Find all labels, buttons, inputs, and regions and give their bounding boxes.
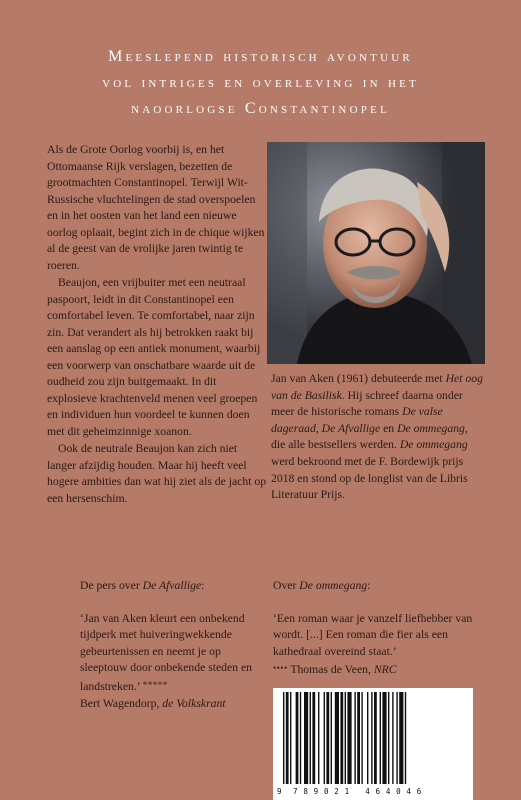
press-heading-book: De Afvallige (142, 579, 202, 592)
bio-book-title: De ommegang (397, 421, 465, 435)
press-heading-book: De ommegang (299, 579, 368, 592)
barcode-bar (380, 692, 381, 784)
press-heading-colon: : (367, 579, 371, 592)
barcode-bar (399, 692, 403, 784)
bio-book-title: Het oog van de Basilisk (271, 372, 483, 402)
source-publication: NRC (373, 663, 397, 677)
author-bio-paragraph (271, 371, 485, 504)
bio-text: , (315, 421, 322, 435)
barcode-bar (367, 692, 368, 784)
rating-stars: ***** (142, 679, 168, 690)
barcode-bar (310, 692, 311, 784)
blurb-paragraph-3: Ook de neutrale Beaujon kan zich niet langer afzijdig houden. Maar hij heeft veel hogere ambities dan wat hij ziet als de jacht op een hersenschim. (47, 442, 267, 505)
isbn-barcode (273, 688, 473, 800)
quote-text: ‘Een roman waar je vanzelf liefhebber van wordt. [...] Een roman die fier als een kathedraal overeind staat.’ (273, 611, 473, 658)
barcode-bar (388, 692, 389, 784)
barcode-bar (382, 692, 386, 784)
source-name: Bert Wagendorp, (80, 696, 163, 710)
barcode-bar (335, 692, 339, 784)
barcode-bars (279, 692, 467, 784)
press-heading (80, 578, 255, 595)
blurb-paragraph-2: Beaujon, een vrijbuiter met een neutraal paspoort, leidt in dit Constantinopel een comfortabel leven. Te comfortabel, naar zijn zin. Dat verandert als hij betrokken raakt bij een aanslag op een antiek monument, waarbij een voorwerp van onschatbare waarde uit de oudheid zou zijn buitgemaakt. In dit explosieve krachtenveld menen veel groepen en individuen hun voordeel te kunnen doen met dit geheimzinnige xoanon. (47, 276, 261, 438)
barcode-bar (296, 692, 299, 784)
source-publication: de Volkskrant (162, 696, 226, 710)
headline-line-1: Meeslepend historisch avontuur (108, 48, 413, 65)
barcode-bar (340, 692, 343, 784)
press-quote-text (80, 611, 255, 696)
rating-dots: •••• (273, 663, 288, 674)
barcode-bar (357, 692, 360, 784)
barcode-bar (371, 692, 372, 784)
isbn-lead-digit: 9 (277, 787, 282, 796)
bio-text: Jan van Aken (1961) debuteerde met (271, 372, 446, 385)
barcode-bar (312, 692, 315, 784)
barcode-bar (300, 692, 301, 784)
headline-line-3: naoorlogse Constantinopel (131, 100, 390, 117)
barcode-bar (318, 692, 319, 784)
author-photo (267, 142, 485, 364)
press-quote-left (80, 578, 255, 712)
author-bio (271, 371, 485, 504)
bio-book-title: De valse dageraad (271, 405, 443, 435)
barcode-bar (331, 692, 332, 784)
bio-book-title: De Afvallige (321, 421, 381, 435)
headline (40, 44, 481, 122)
barcode-bar (396, 692, 397, 784)
quote-text: ‘Jan van Aken kleurt een onbekend tijdperk met huiveringwekkende gebeurtenissen en neemt je op sleeptouw door onbekende steden en landstreken.’ (80, 611, 253, 693)
press-heading (273, 578, 485, 595)
isbn-digits: 789021 464046 (293, 787, 428, 796)
bio-text: werd bekroond met de F. Bordewijk prijs 2018 en stond op de longlist van de Libris Literatuur Prijs. (271, 454, 468, 502)
bio-text: , die alle bestsellers werden. (271, 421, 468, 452)
headline-line-2: vol intriges en overleving in het (102, 74, 419, 91)
barcode-bar (405, 692, 406, 784)
barcode-bar (324, 692, 325, 784)
press-source (80, 696, 255, 713)
barcode-bar (326, 692, 329, 784)
bio-book-title: De ommegang (399, 438, 468, 452)
barcode-bar (290, 692, 291, 784)
barcode-bar (286, 692, 289, 784)
barcode-bar (283, 692, 284, 784)
press-heading-text: De pers over (80, 579, 143, 592)
barcode-bar (361, 692, 362, 784)
author-portrait-illustration (267, 142, 485, 364)
press-quote-text (273, 611, 485, 679)
bio-text: en (380, 421, 398, 435)
blurb-paragraph-1: Als de Grote Oorlog voorbij is, en het Ottomaanse Rijk verslagen, bezetten de grootmachten Constantinopel. Terwijl Wit-Russische vluchtelingen de stad overspoelen en in het oosten van het land een nieuwe oorlog oplaait, begint zich in de chique wijken al de geest van de vrolijke jaren twintig te roeren. (47, 143, 265, 272)
barcode-bar (392, 692, 393, 784)
press-quote-right (273, 578, 485, 679)
barcode-bar (347, 692, 351, 784)
source-name: Thomas de Veen, (287, 663, 374, 677)
bio-text: . Hij schreef daarna onder meer de historische romans (271, 388, 463, 419)
press-heading-text: Over (273, 579, 300, 592)
barcode-bar (354, 692, 355, 784)
barcode-bar (345, 692, 346, 784)
barcode-bar (374, 692, 377, 784)
barcode-bar (304, 692, 308, 784)
press-heading-colon: : (201, 579, 205, 592)
blurb-text (47, 142, 267, 507)
